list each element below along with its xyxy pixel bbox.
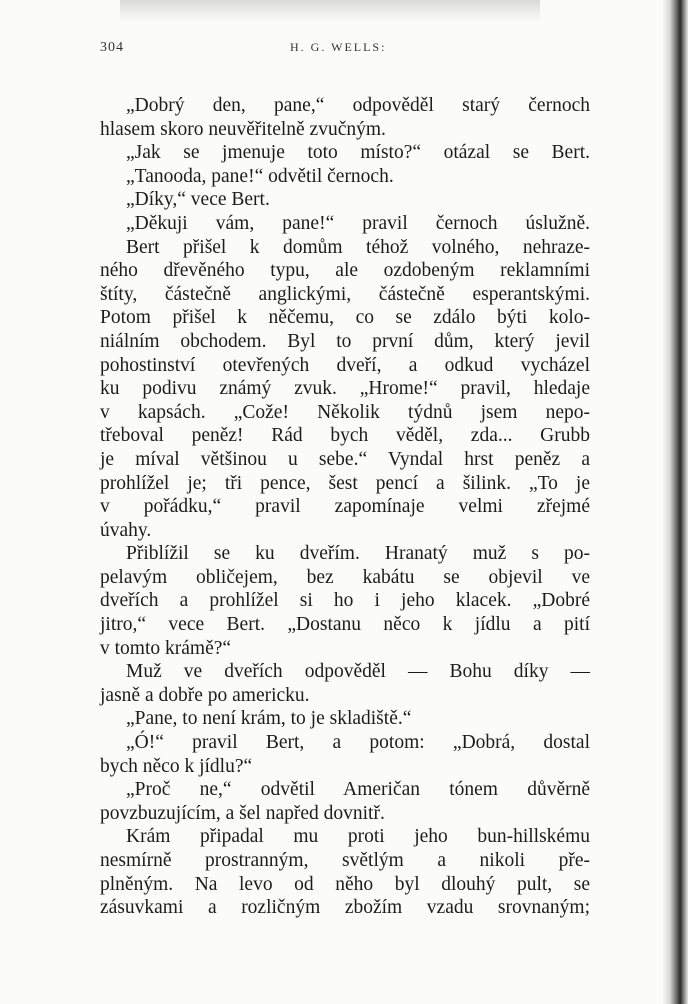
text-line: Muž ve dveřích odpověděl — Bohu díky — (126, 661, 590, 683)
text-line: bych něco k jídlu?“ (100, 755, 253, 777)
text-line: „Pane, to není krám, to je skladiště.“ (126, 708, 412, 730)
text-line: nesmírně prostranným, světlým a nikoli pře- (100, 850, 590, 871)
text-line: zásuvkami a rozličným zbožím vzadu srovnaným; (100, 897, 590, 919)
text-line: je míval většinou u sebe.“ Vyndal hrst peněz a (100, 448, 590, 470)
text-line: ného dřevěného typu, ale ozdobeným reklamními (100, 260, 590, 282)
text-line: třeboval peněz! Rád bych věděl, zda... Grubb (100, 425, 590, 447)
text-line: „Dobrý den, pane,“ odpověděl starý černoch (126, 95, 590, 116)
page-number: 304 (100, 40, 124, 55)
text-line: „Tanooda, pane!“ odvětil černoch. (126, 165, 394, 187)
text-line: „Děkuji vám, pane!“ pravil černoch úslužně. (126, 212, 590, 234)
text-line: Bert přišel k domům téhož volného, nehraze- (126, 236, 590, 258)
text-line: ku podivu známý zvuk. „Hrome!“ pravil, hledaje (100, 378, 590, 400)
scan-smudge (120, 0, 540, 22)
text-line: „Jak se jmenuje toto místo?“ otázal se Bert. (126, 142, 590, 164)
body-text (100, 94, 590, 920)
text-line: hlasem skoro neuvěřitelně zvučným. (100, 118, 386, 140)
text-line: niálním obchodem. Byl to první dům, který jevil (100, 330, 590, 352)
text-line: dveřích a prohlížel si ho i jeho klacek. „Dobré (100, 590, 590, 612)
text-line: pohostinství otevřených dveří, a odkud vycházel (100, 354, 590, 376)
text-line: Potom přišel k něčemu, co se zdálo býti kolo- (100, 307, 590, 329)
text-line: „Ó!“ pravil Bert, a potom: „Dobrá, dostal (126, 732, 590, 754)
text-line: prohlížel je; tři pence, šest pencí a šilink. „To je (100, 472, 590, 494)
text-line: „Díky,“ vece Bert. (126, 189, 270, 211)
text-line: „Proč ne,“ odvětil Američan tónem důvěrně (126, 779, 590, 801)
running-head: H. G. WELLS: (290, 40, 387, 54)
text-line: Krám připadal mu proti jeho bun-hillskému (126, 826, 590, 848)
text-line: jitro,“ vece Bert. „Dostanu něco k jídlu a pití (100, 614, 590, 636)
text-line: povzbuzujícím, a šel napřed dovnitř. (100, 802, 385, 824)
text-line: jasně a dobře po americku. (100, 684, 310, 706)
text-line: štíty, částečně anglickými, částečně esperantskými. (100, 283, 590, 305)
page-header (100, 40, 590, 62)
text-line: pelavým obličejem, bez kabátu se objevil ve (100, 566, 590, 588)
text-line: Přiblížil se ku dveřím. Hranatý muž s po- (126, 543, 590, 565)
text-line: v tomto krámě?“ (100, 637, 232, 659)
text-line: v pořádku,“ pravil zapomínaje velmi zřejmé (100, 496, 590, 518)
text-line: plněným. Na levo od něho byl dlouhý pult, se (100, 873, 590, 895)
book-spine-shadow (662, 0, 688, 1004)
text-line: úvahy. (100, 519, 152, 541)
text-line: v kapsách. „Cože! Několik týdnů jsem nepo- (100, 401, 590, 423)
